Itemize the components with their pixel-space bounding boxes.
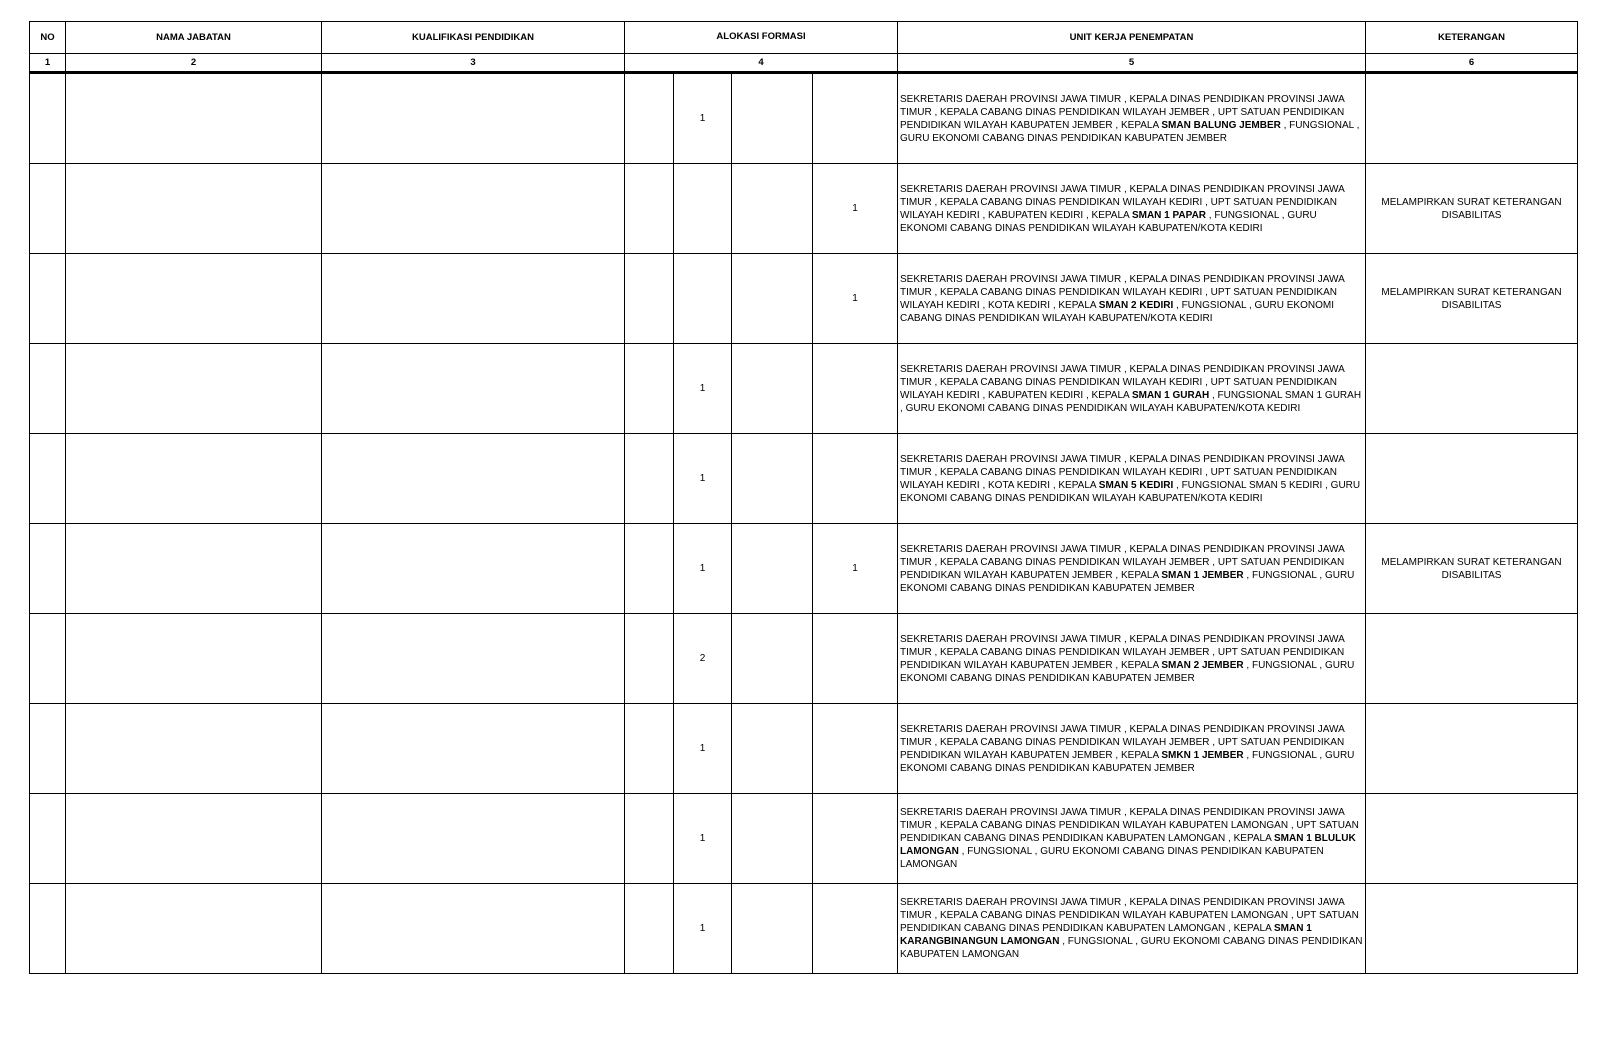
cell-unit-kerja	[898, 794, 1366, 884]
unit-text-post: , FUNGSIONAL , GURU EKONOMI CABANG DINAS PENDIDIKAN KABUPATEN JEMBER	[900, 749, 1355, 774]
cell-alokasi-1	[625, 254, 674, 344]
cell-alokasi-4	[813, 344, 898, 434]
cell-alokasi-3	[732, 794, 813, 884]
cell-alokasi-4: 1	[813, 524, 898, 614]
cell-alokasi-3	[732, 614, 813, 704]
cell-nama-jabatan	[66, 73, 322, 164]
column-number: 4	[625, 54, 898, 73]
unit-text-pre: SEKRETARIS DAERAH PROVINSI JAWA TIMUR , KEPALA DINAS PENDIDIKAN PROVINSI JAWA TIMUR , KEPALA CABANG DINAS PENDIDIKAN WILAYAH JEMBER , UPT SATUAN PENDIDIKAN PENDIDIKAN WILAYAH KABUPATEN JEMBER , KEPALA	[900, 93, 1345, 131]
column-number: 2	[66, 54, 322, 73]
cell-alokasi-3	[732, 524, 813, 614]
unit-text-post: , FUNGSIONAL , GURU EKONOMI CABANG DINAS PENDIDIKAN KABUPATEN JEMBER	[900, 659, 1355, 684]
cell-alokasi-4: 1	[813, 254, 898, 344]
cell-unit-kerja	[898, 73, 1366, 164]
cell-alokasi-1	[625, 434, 674, 524]
unit-text-pre: SEKRETARIS DAERAH PROVINSI JAWA TIMUR , KEPALA DINAS PENDIDIKAN PROVINSI JAWA TIMUR , KEPALA CABANG DINAS PENDIDIKAN WILAYAH KEDIRI , UPT SATUAN PENDIDIKAN WILAYAH KEDIRI , KOTA KEDIRI , KEPALA	[900, 273, 1345, 311]
column-number-row	[30, 54, 1578, 73]
cell-alokasi-1	[625, 73, 674, 164]
cell-nama-jabatan	[66, 254, 322, 344]
table-row	[30, 704, 1578, 794]
unit-text-post: , FUNGSIONAL , GURU EKONOMI CABANG DINAS PENDIDIKAN KABUPATEN LAMONGAN	[900, 846, 1324, 870]
table-body	[30, 73, 1578, 974]
unit-text-pre: SEKRETARIS DAERAH PROVINSI JAWA TIMUR , KEPALA DINAS PENDIDIKAN PROVINSI JAWA TIMUR , KEPALA CABANG DINAS PENDIDIKAN WILAYAH KEDIRI , UPT SATUAN PENDIDIKAN WILAYAH KEDIRI , KOTA KEDIRI , KEPALA	[900, 453, 1345, 491]
cell-alokasi-2: 1	[674, 434, 732, 524]
cell-unit-kerja	[898, 254, 1366, 344]
unit-school-name: SMAN 1 BLULUK LAMONGAN	[900, 833, 1356, 857]
cell-alokasi-4	[813, 434, 898, 524]
table-row	[30, 794, 1578, 884]
cell-keterangan	[1366, 794, 1578, 884]
cell-keterangan: MELAMPIRKAN SURAT KETERANGAN DISABILITAS	[1366, 524, 1578, 614]
cell-kualifikasi-pendidikan	[322, 704, 625, 794]
cell-unit-kerja	[898, 884, 1366, 974]
cell-nama-jabatan	[66, 614, 322, 704]
table-row	[30, 884, 1578, 974]
unit-school-name: SMAN 2 JEMBER	[1161, 659, 1244, 671]
unit-school-name: SMAN BALUNG JEMBER	[1161, 119, 1281, 131]
unit-text-post: , FUNGSIONAL SMAN 5 KEDIRI , GURU EKONOMI CABANG DINAS PENDIDIKAN WILAYAH KABUPATEN/KOTA KEDIRI	[900, 479, 1361, 504]
column-number: 1	[30, 54, 66, 73]
cell-keterangan	[1366, 344, 1578, 434]
unit-text-pre: SEKRETARIS DAERAH PROVINSI JAWA TIMUR , KEPALA DINAS PENDIDIKAN PROVINSI JAWA TIMUR , KEPALA CABANG DINAS PENDIDIKAN WILAYAH KABUPATEN LAMONGAN , UPT SATUAN PENDIDIKAN CABANG DINAS PENDIDIKAN KABUPATEN LAMONGAN , KEPALA	[900, 807, 1359, 844]
table-row	[30, 434, 1578, 524]
cell-alokasi-4	[813, 794, 898, 884]
header-keterangan: KETERANGAN	[1366, 22, 1578, 54]
cell-unit-kerja	[898, 524, 1366, 614]
cell-alokasi-4	[813, 73, 898, 164]
unit-text-pre: SEKRETARIS DAERAH PROVINSI JAWA TIMUR , KEPALA DINAS PENDIDIKAN PROVINSI JAWA TIMUR , KEPALA CABANG DINAS PENDIDIKAN WILAYAH JEMBER , UPT SATUAN PENDIDIKAN PENDIDIKAN WILAYAH KABUPATEN JEMBER , KEPALA	[900, 633, 1345, 671]
cell-kualifikasi-pendidikan	[322, 794, 625, 884]
unit-text-post: , FUNGSIONAL , GURU EKONOMI CABANG DINAS PENDIDIKAN WILAYAH KABUPATEN/KOTA KEDIRI	[900, 209, 1317, 234]
unit-school-name: SMAN 1 PAPAR	[1131, 209, 1207, 221]
unit-text-pre: SEKRETARIS DAERAH PROVINSI JAWA TIMUR , KEPALA DINAS PENDIDIKAN PROVINSI JAWA TIMUR , KEPALA CABANG DINAS PENDIDIKAN WILAYAH JEMBER , UPT SATUAN PENDIDIKAN PENDIDIKAN WILAYAH KABUPATEN JEMBER , KEPALA	[900, 723, 1345, 761]
cell-no	[30, 254, 66, 344]
unit-school-name: SMAN 5 KEDIRI	[1098, 479, 1174, 491]
cell-no	[30, 73, 66, 164]
cell-nama-jabatan	[66, 164, 322, 254]
cell-kualifikasi-pendidikan	[322, 344, 625, 434]
cell-alokasi-2: 1	[674, 794, 732, 884]
cell-alokasi-3	[732, 344, 813, 434]
header-row	[30, 22, 1578, 54]
cell-alokasi-2: 1	[674, 73, 732, 164]
unit-text-pre: SEKRETARIS DAERAH PROVINSI JAWA TIMUR , KEPALA DINAS PENDIDIKAN PROVINSI JAWA TIMUR , KEPALA CABANG DINAS PENDIDIKAN WILAYAH KEDIRI , UPT SATUAN PENDIDIKAN WILAYAH KEDIRI , KABUPATEN KEDIRI , KEPALA	[900, 183, 1345, 221]
cell-alokasi-3	[732, 73, 813, 164]
cell-kualifikasi-pendidikan	[322, 614, 625, 704]
cell-alokasi-1	[625, 794, 674, 884]
table-row	[30, 164, 1578, 254]
unit-text-pre: SEKRETARIS DAERAH PROVINSI JAWA TIMUR , KEPALA DINAS PENDIDIKAN PROVINSI JAWA TIMUR , KEPALA CABANG DINAS PENDIDIKAN WILAYAH KEDIRI , UPT SATUAN PENDIDIKAN WILAYAH KEDIRI , KABUPATEN KEDIRI , KEPALA	[900, 363, 1345, 401]
unit-text-post: , FUNGSIONAL , GURU EKONOMI CABANG DINAS PENDIDIKAN WILAYAH KABUPATEN/KOTA KEDIRI	[900, 299, 1334, 324]
cell-alokasi-3	[732, 704, 813, 794]
cell-keterangan	[1366, 884, 1578, 974]
unit-school-name: SMAN 2 KEDIRI	[1098, 299, 1174, 311]
cell-no	[30, 704, 66, 794]
cell-alokasi-1	[625, 344, 674, 434]
cell-unit-kerja	[898, 614, 1366, 704]
cell-alokasi-3	[732, 164, 813, 254]
unit-school-name: SMAN 1 JEMBER	[1161, 569, 1244, 581]
cell-alokasi-3	[732, 434, 813, 524]
cell-alokasi-3	[732, 884, 813, 974]
cell-kualifikasi-pendidikan	[322, 884, 625, 974]
cell-keterangan	[1366, 73, 1578, 164]
cell-alokasi-1	[625, 884, 674, 974]
header-alokasi-formasi: ALOKASI FORMASI	[625, 22, 898, 54]
cell-alokasi-4	[813, 614, 898, 704]
cell-alokasi-2	[674, 254, 732, 344]
cell-no	[30, 794, 66, 884]
header-kualifikasi-pendidikan: KUALIFIKASI PENDIDIKAN	[322, 22, 625, 54]
column-number: 5	[898, 54, 1366, 73]
table-row	[30, 344, 1578, 434]
cell-unit-kerja	[898, 344, 1366, 434]
cell-no	[30, 164, 66, 254]
cell-keterangan	[1366, 614, 1578, 704]
cell-alokasi-2: 2	[674, 614, 732, 704]
unit-text-post: , FUNGSIONAL , GURU EKONOMI CABANG DINAS PENDIDIKAN KABUPATEN JEMBER	[900, 119, 1360, 144]
cell-nama-jabatan	[66, 884, 322, 974]
column-number: 3	[322, 54, 625, 73]
formasi-table	[29, 21, 1578, 974]
unit-text-pre: SEKRETARIS DAERAH PROVINSI JAWA TIMUR , KEPALA DINAS PENDIDIKAN PROVINSI JAWA TIMUR , KEPALA CABANG DINAS PENDIDIKAN WILAYAH JEMBER , UPT SATUAN PENDIDIKAN PENDIDIKAN WILAYAH KABUPATEN JEMBER , KEPALA	[900, 543, 1345, 581]
cell-alokasi-2: 1	[674, 524, 732, 614]
unit-text-post: , FUNGSIONAL , GURU EKONOMI CABANG DINAS PENDIDIKAN KABUPATEN LAMONGAN	[900, 936, 1363, 960]
cell-keterangan	[1366, 434, 1578, 524]
cell-alokasi-1	[625, 164, 674, 254]
column-number: 6	[1366, 54, 1578, 73]
cell-alokasi-4	[813, 704, 898, 794]
cell-keterangan: MELAMPIRKAN SURAT KETERANGAN DISABILITAS	[1366, 254, 1578, 344]
cell-kualifikasi-pendidikan	[322, 164, 625, 254]
header-no: NO	[30, 22, 66, 54]
cell-kualifikasi-pendidikan	[322, 73, 625, 164]
cell-unit-kerja	[898, 434, 1366, 524]
unit-school-name: SMAN 1 GURAH	[1131, 389, 1210, 401]
cell-keterangan	[1366, 704, 1578, 794]
unit-text-post: , FUNGSIONAL , GURU EKONOMI CABANG DINAS PENDIDIKAN KABUPATEN JEMBER	[900, 569, 1355, 594]
cell-no	[30, 434, 66, 524]
cell-no	[30, 614, 66, 704]
unit-school-name: SMKN 1 JEMBER	[1161, 749, 1244, 761]
cell-kualifikasi-pendidikan	[322, 524, 625, 614]
cell-no	[30, 344, 66, 434]
table-row	[30, 73, 1578, 164]
cell-alokasi-1	[625, 524, 674, 614]
cell-alokasi-1	[625, 704, 674, 794]
unit-text-post: , FUNGSIONAL SMAN 1 GURAH , GURU EKONOMI CABANG DINAS PENDIDIKAN WILAYAH KABUPATEN/KOTA KEDIRI	[900, 389, 1362, 414]
cell-no	[30, 884, 66, 974]
table-row	[30, 254, 1578, 344]
cell-kualifikasi-pendidikan	[322, 254, 625, 344]
cell-alokasi-2: 1	[674, 344, 732, 434]
header-nama-jabatan: NAMA JABATAN	[66, 22, 322, 54]
cell-kualifikasi-pendidikan	[322, 434, 625, 524]
cell-nama-jabatan	[66, 344, 322, 434]
table-row	[30, 524, 1578, 614]
cell-keterangan: MELAMPIRKAN SURAT KETERANGAN DISABILITAS	[1366, 164, 1578, 254]
cell-alokasi-2: 1	[674, 704, 732, 794]
cell-alokasi-4	[813, 884, 898, 974]
cell-nama-jabatan	[66, 434, 322, 524]
unit-school-name: SMAN 1 KARANGBINANGUN LAMONGAN	[900, 923, 1312, 947]
cell-alokasi-2	[674, 164, 732, 254]
cell-unit-kerja	[898, 164, 1366, 254]
cell-nama-jabatan	[66, 794, 322, 884]
header-unit-kerja-penempatan: UNIT KERJA PENEMPATAN	[898, 22, 1366, 54]
cell-alokasi-2: 1	[674, 884, 732, 974]
cell-alokasi-1	[625, 614, 674, 704]
unit-text-pre: SEKRETARIS DAERAH PROVINSI JAWA TIMUR , KEPALA DINAS PENDIDIKAN PROVINSI JAWA TIMUR , KEPALA CABANG DINAS PENDIDIKAN WILAYAH KABUPATEN LAMONGAN , UPT SATUAN PENDIDIKAN CABANG DINAS PENDIDIKAN KABUPATEN LAMONGAN , KEPALA	[900, 897, 1359, 934]
cell-alokasi-4: 1	[813, 164, 898, 254]
cell-nama-jabatan	[66, 704, 322, 794]
cell-unit-kerja	[898, 704, 1366, 794]
cell-nama-jabatan	[66, 524, 322, 614]
cell-alokasi-3	[732, 254, 813, 344]
table-row	[30, 614, 1578, 704]
cell-no	[30, 524, 66, 614]
